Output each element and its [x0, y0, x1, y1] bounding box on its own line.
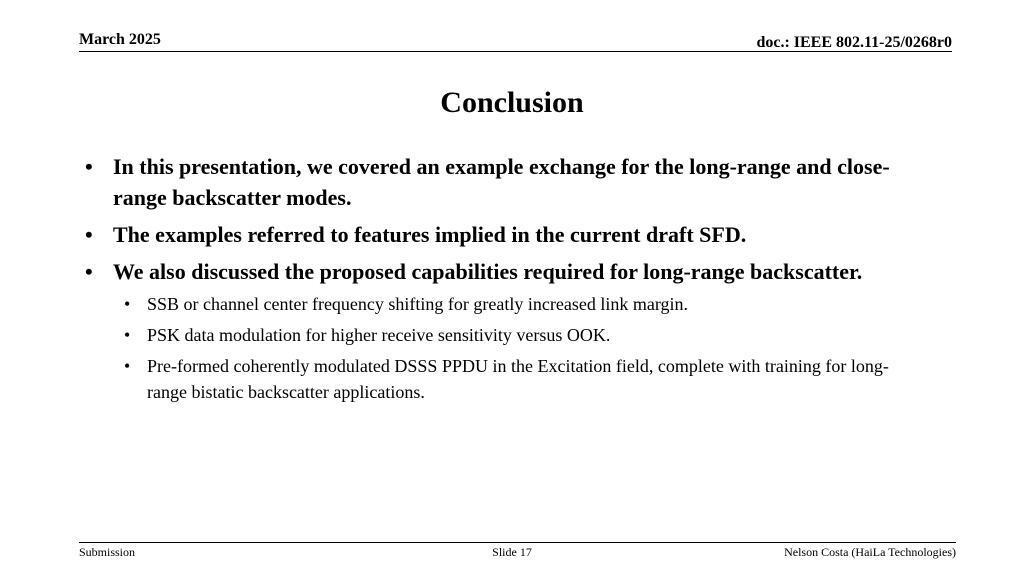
sub-bullet-text: Pre-formed coherently modulated DSSS PPDU in the Excitation field, complete with training for long-range bistatic backscatter applications.	[147, 356, 889, 402]
bullet-item	[0, 151, 913, 213]
bullet-text: We also discussed the proposed capabilities required for long-range backscatter.	[113, 259, 863, 284]
footer-submission: Submission	[79, 545, 136, 559]
bullet-text: In this presentation, we covered an example exchange for the long-range and close-range backscatter modes.	[113, 154, 890, 210]
bullet-dot-icon: •	[85, 154, 93, 179]
sub-bullet-item	[0, 291, 897, 317]
sub-bullet-text: PSK data modulation for higher receive sensitivity versus OOK.	[147, 325, 611, 345]
sub-bullet-item	[0, 322, 897, 348]
sub-bullet-item	[0, 353, 897, 405]
sub-bullet-dot-icon: •	[124, 294, 131, 314]
bullet-item	[0, 256, 913, 287]
header-divider	[79, 51, 952, 52]
footer-author: Nelson Costa (HaiLa Technologies)	[784, 545, 956, 559]
bullet-item	[0, 219, 913, 250]
sub-bullet-dot-icon: •	[124, 325, 131, 345]
slide-title: Conclusion	[440, 86, 584, 119]
header-date: March 2025	[79, 31, 161, 48]
sub-bullet-dot-icon: •	[124, 356, 131, 376]
bullet-text: The examples referred to features implied in the current draft SFD.	[113, 222, 747, 247]
bullet-dot-icon: •	[85, 259, 93, 284]
sub-bullet-text: SSB or channel center frequency shifting for greatly increased link margin.	[147, 294, 688, 314]
bullet-dot-icon: •	[85, 222, 93, 247]
header-doc-id: doc.: IEEE 802.11-25/0268r0	[756, 34, 952, 51]
footer-divider	[79, 542, 956, 543]
bullet-list	[0, 151, 1024, 410]
footer-slide-number: Slide 17	[492, 545, 532, 559]
